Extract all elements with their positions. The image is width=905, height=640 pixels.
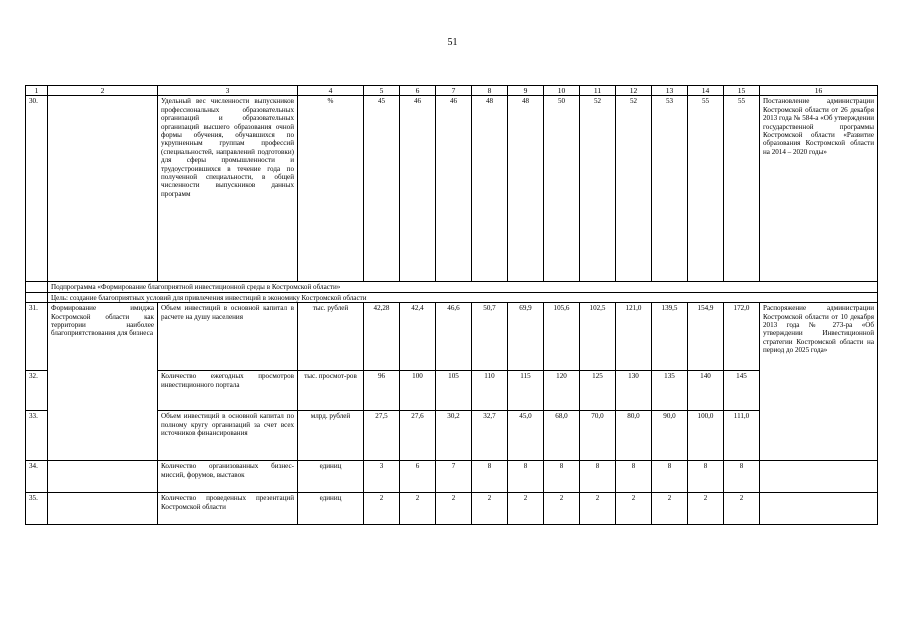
row-number: 32. [26, 371, 48, 411]
value-cell: 2 [508, 493, 544, 525]
value-cell: 139,5 [652, 303, 688, 371]
indicator-name: Объем инвестиций в основной капитал в расчете на душу населения [158, 303, 298, 371]
header-cell: 5 [364, 86, 400, 96]
task-cell [48, 461, 158, 493]
unit-cell: тыс. просмот-ров [298, 371, 364, 411]
value-cell: 90,0 [652, 411, 688, 461]
value-cell: 8 [544, 461, 580, 493]
indicator-name: Удельный вес численности выпускников профессиональных образовательных организаций и образовательных организаций высшего образования очной формы обучения, обучавшихся по укрупненным группам профессий (специальностей, направлений подготовки) для сферы промышленности и трудоустроившихся в течение года по полученной специальности, в общей численности выпускников данных программ [158, 96, 298, 282]
header-cell: 11 [580, 86, 616, 96]
row-number: 34. [26, 461, 48, 493]
value-cell: 2 [436, 493, 472, 525]
unit-cell: млрд. рублей [298, 411, 364, 461]
value-cell: 27,5 [364, 411, 400, 461]
row-number: 31. [26, 303, 48, 371]
header-cell: 7 [436, 86, 472, 96]
row-number: 35. [26, 493, 48, 525]
indicators-table [25, 85, 878, 525]
header-cell: 6 [400, 86, 436, 96]
value-cell: 105,6 [544, 303, 580, 371]
value-cell: 120 [544, 371, 580, 411]
value-cell: 55 [688, 96, 724, 282]
header-cell: 1 [26, 86, 48, 96]
row-number: 33. [26, 411, 48, 461]
value-cell: 105 [436, 371, 472, 411]
value-cell: 45 [364, 96, 400, 282]
header-cell: 16 [760, 86, 878, 96]
value-cell: 69,9 [508, 303, 544, 371]
goal-title: Цель: создание благоприятных условий для привлечения инвестиций в экономику Костромской области [48, 292, 878, 302]
unit-cell: % [298, 96, 364, 282]
value-cell: 102,5 [580, 303, 616, 371]
unit-cell: единиц [298, 493, 364, 525]
indicator-name: Объем инвестиций в основной капитал по полному кругу организаций за счет всех источников финансирования [158, 411, 298, 461]
value-cell: 7 [436, 461, 472, 493]
value-cell: 53 [652, 96, 688, 282]
header-cell: 9 [508, 86, 544, 96]
table-row [26, 96, 878, 282]
value-cell: 8 [580, 461, 616, 493]
value-cell: 2 [652, 493, 688, 525]
source-cell [760, 461, 878, 493]
value-cell: 48 [508, 96, 544, 282]
value-cell: 8 [652, 461, 688, 493]
value-cell: 2 [724, 493, 760, 525]
value-cell: 2 [616, 493, 652, 525]
indicator-name: Количество проведенных презентаций Костромской области [158, 493, 298, 525]
header-cell: 13 [652, 86, 688, 96]
value-cell: 42,28 [364, 303, 400, 371]
value-cell: 96 [364, 371, 400, 411]
value-cell: 110 [472, 371, 508, 411]
table-row [26, 493, 878, 525]
value-cell: 27,6 [400, 411, 436, 461]
value-cell: 50 [544, 96, 580, 282]
page-number: 51 [447, 37, 458, 48]
source-document: Распоряжение администрации Костромской области от 10 декабря 2013 года № 273-ра «Об утверждении Инвестиционной стратегии Костромской области на период до 2025 года» [760, 303, 878, 461]
value-cell: 8 [688, 461, 724, 493]
unit-cell: тыс. рублей [298, 303, 364, 371]
task-cell: Формирование имиджа Костромской области как территории наиболее благоприятствования для бизнеса [48, 303, 158, 461]
indicator-name: Количество ежегодных просмотров инвестиционного портала [158, 371, 298, 411]
row-number: 30. [26, 96, 48, 282]
header-cell: 4 [298, 86, 364, 96]
value-cell: 42,4 [400, 303, 436, 371]
value-cell: 2 [364, 493, 400, 525]
value-cell: 32,7 [472, 411, 508, 461]
value-cell: 154,9 [688, 303, 724, 371]
value-cell: 50,7 [472, 303, 508, 371]
value-cell: 100,0 [688, 411, 724, 461]
value-cell: 52 [616, 96, 652, 282]
value-cell: 121,0 [616, 303, 652, 371]
value-cell: 135 [652, 371, 688, 411]
value-cell: 130 [616, 371, 652, 411]
value-cell: 45,0 [508, 411, 544, 461]
task-cell [48, 493, 158, 525]
value-cell: 55 [724, 96, 760, 282]
value-cell: 8 [616, 461, 652, 493]
value-cell: 80,0 [616, 411, 652, 461]
header-cell: 15 [724, 86, 760, 96]
value-cell: 70,0 [580, 411, 616, 461]
value-cell: 2 [544, 493, 580, 525]
value-cell: 8 [508, 461, 544, 493]
value-cell: 2 [688, 493, 724, 525]
value-cell: 8 [472, 461, 508, 493]
value-cell: 46,6 [436, 303, 472, 371]
value-cell: 48 [472, 96, 508, 282]
subprogram-title: Подпрограмма «Формирование благоприятной инвестиционной среды в Костромской области» [48, 282, 878, 292]
value-cell: 145 [724, 371, 760, 411]
value-cell: 140 [688, 371, 724, 411]
value-cell: 172,0 [724, 303, 760, 371]
header-cell: 8 [472, 86, 508, 96]
value-cell: 46 [400, 96, 436, 282]
value-cell: 68,0 [544, 411, 580, 461]
table-row [26, 303, 878, 371]
value-cell: 2 [580, 493, 616, 525]
subprogram-row [26, 282, 878, 292]
source-document: Постановление администрации Костромской области от 26 декабря 2013 года № 584-а «Об утверждении государственной программы Костромской области «Развитие образования Костромской области на 2014 – 2020 годы» [760, 96, 878, 282]
goal-row [26, 292, 878, 302]
value-cell: 30,2 [436, 411, 472, 461]
value-cell: 2 [472, 493, 508, 525]
header-cell: 2 [48, 86, 158, 96]
header-cell: 12 [616, 86, 652, 96]
task-cell [48, 96, 158, 282]
header-cell: 3 [158, 86, 298, 96]
value-cell: 2 [400, 493, 436, 525]
table-row [26, 461, 878, 493]
header-cell: 14 [688, 86, 724, 96]
value-cell: 3 [364, 461, 400, 493]
indicator-name: Количество организованных бизнес-миссий, форумов, выставок [158, 461, 298, 493]
value-cell: 46 [436, 96, 472, 282]
value-cell: 6 [400, 461, 436, 493]
value-cell: 52 [580, 96, 616, 282]
value-cell: 125 [580, 371, 616, 411]
header-cell: 10 [544, 86, 580, 96]
value-cell: 8 [724, 461, 760, 493]
header-row [26, 86, 878, 96]
unit-cell: единиц [298, 461, 364, 493]
source-cell [760, 493, 878, 525]
value-cell: 115 [508, 371, 544, 411]
value-cell: 100 [400, 371, 436, 411]
value-cell: 111,0 [724, 411, 760, 461]
